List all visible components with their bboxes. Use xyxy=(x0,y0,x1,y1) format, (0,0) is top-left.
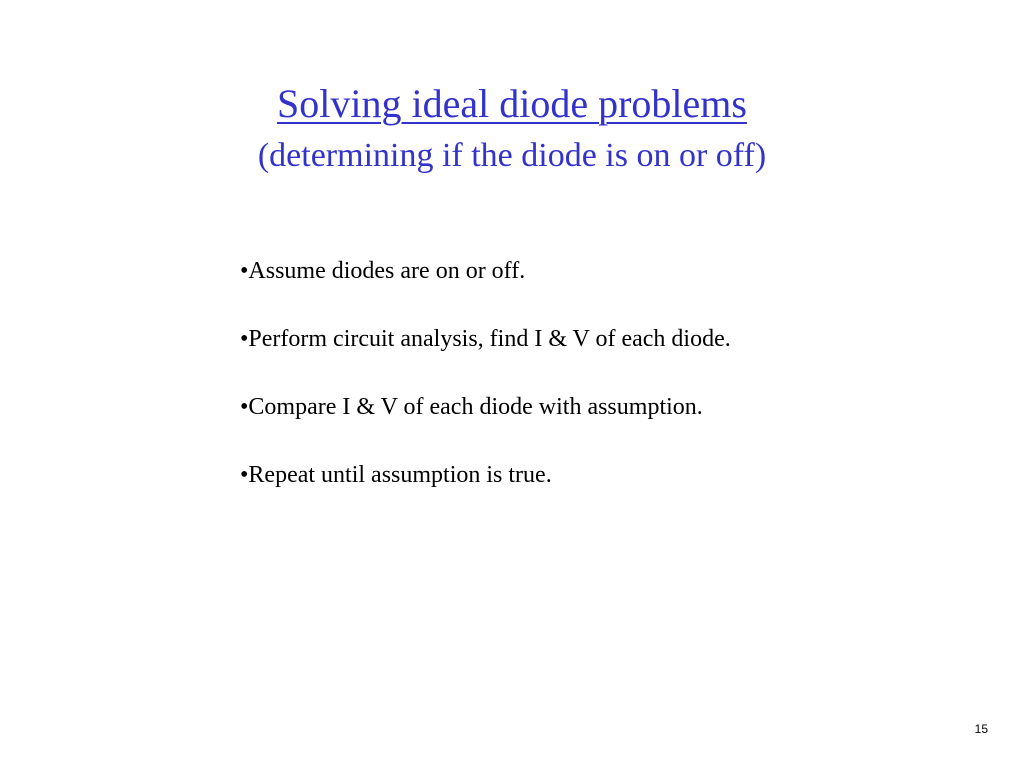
bullet-item: •Repeat until assumption is true. xyxy=(240,462,552,488)
slide-title: Solving ideal diode problems xyxy=(277,81,747,126)
bullet-item: •Compare I & V of each diode with assumption. xyxy=(240,394,703,420)
slide-subtitle: (determining if the diode is on or off) xyxy=(257,137,767,174)
bullet-item: •Perform circuit analysis, find I & V of each diode. xyxy=(240,326,731,352)
bullet-list xyxy=(240,253,731,525)
bullet-item: •Assume diodes are on or off. xyxy=(240,258,526,284)
page-number: 15 xyxy=(974,722,988,736)
